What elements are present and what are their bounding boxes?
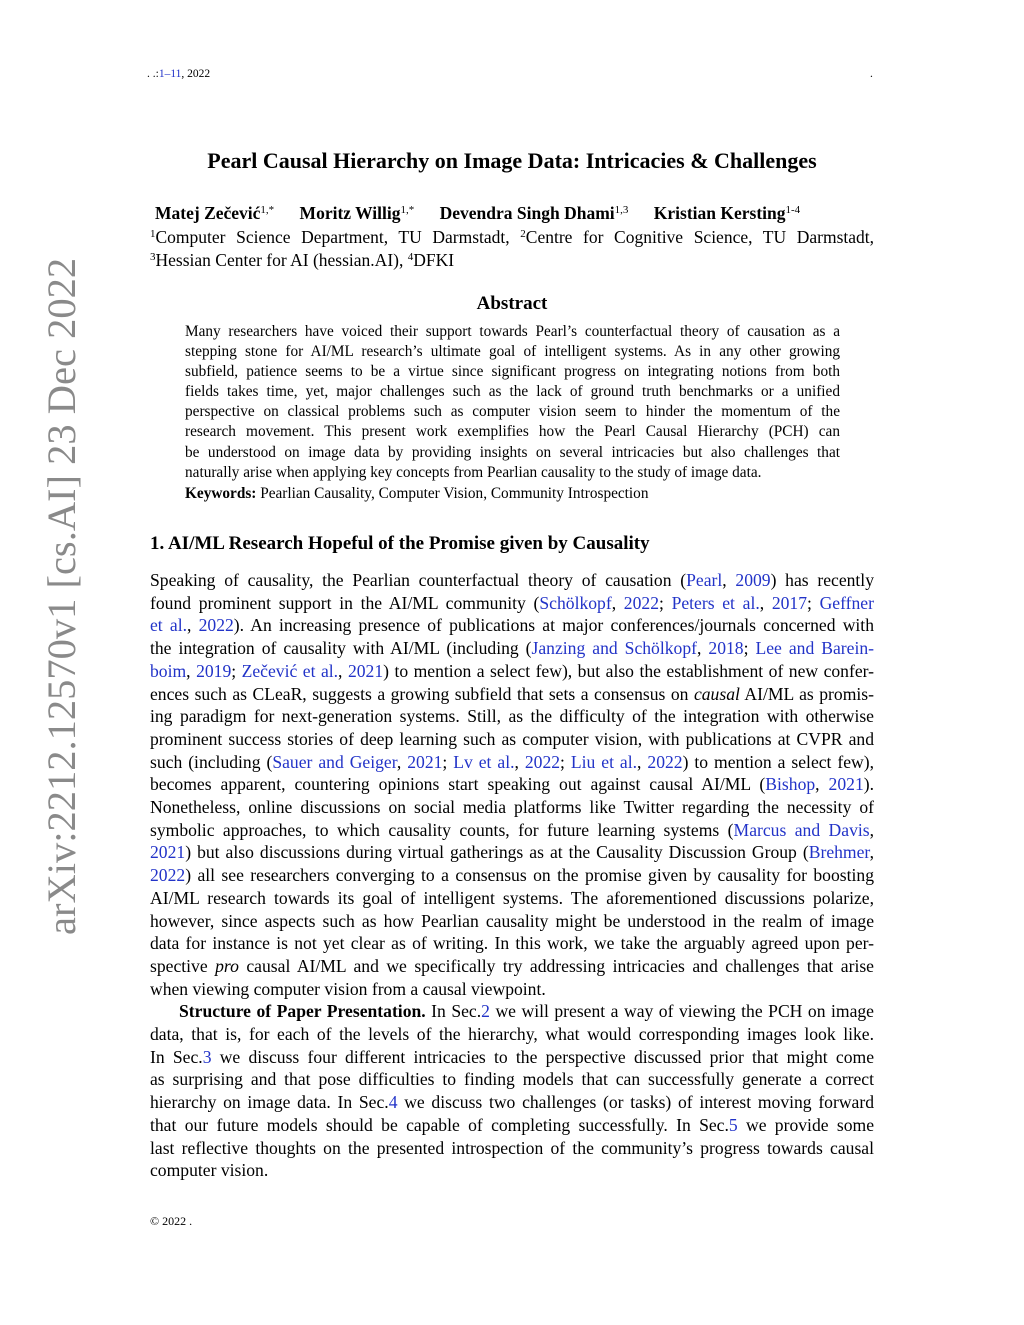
citation-link[interactable]: boim (150, 660, 187, 681)
paragraph-heading: Structure of Paper Presentation. (179, 1001, 426, 1022)
body-line: when viewing computer vision from a causal viewpoint. (150, 978, 546, 999)
citation-link[interactable]: Bishop (765, 774, 816, 795)
author-name: Matej Zečević$^{1,*}$ (155, 203, 275, 223)
section-heading: 1. AI/ML Research Hopeful of the Promise given by Causality (150, 533, 650, 554)
citation-link[interactable]: Sauer and Geiger (272, 751, 397, 772)
citation-link[interactable]: 2018 (708, 638, 744, 659)
body-line: 2021) but also discussions during virtual gatherings as at the Causality Discussion Group (Brehmer, (150, 842, 874, 863)
body-line: prominent success stories of deep learning such as computer vision, with publications at CVPR and (150, 728, 874, 749)
citation-link[interactable]: 2021 (828, 774, 864, 795)
citation-link[interactable]: Zečević et al. (241, 660, 339, 681)
author-name: Moritz Willig$^{1,*}$ (299, 203, 415, 223)
citation-link[interactable]: Lee and Barein- (755, 638, 874, 659)
body-line: 2022) all see researchers converging to a consensus on the promise given by causality for boosting (150, 865, 874, 886)
body-line: AI/ML research towards its goal of intelligent systems. The aforementioned discussions polarize, (150, 887, 874, 908)
header-right-mark: . (870, 68, 873, 80)
author-list (155, 203, 821, 224)
body-line: data for instance is not yet clear as of writing. In this work, we take the arguably agreed upon per- (150, 933, 874, 954)
abstract-line: be understood on image data by providing insights on several intricacies but also challenges that (185, 443, 840, 461)
section-ref-link[interactable]: 5 (728, 1114, 738, 1135)
abstract-line: subfield, patience seems to be a virtue since significant progress on integrating notions from both (185, 363, 840, 381)
body-line: hierarchy on image data. In Sec.4 we discuss two challenges (or tasks) of interest moving forward (150, 1092, 875, 1113)
citation-link[interactable]: 2022 (198, 615, 234, 636)
section-ref-link[interactable]: 4 (388, 1092, 398, 1113)
running-header (147, 68, 210, 80)
section-body (150, 569, 874, 1182)
keywords-label: Keywords: (185, 485, 257, 502)
citation-link[interactable]: Janzing and Schölkopf (531, 638, 697, 659)
affiliation-line-2: $^3$Hessian Center for AI (hessian.AI), $^4$DFKI (150, 250, 455, 270)
author-name: Devendra Singh Dhami$^{1,3}$ (439, 203, 629, 223)
body-line: computer vision. (150, 1160, 269, 1181)
header-year: , 2022 (181, 68, 211, 80)
abstract-line: stepping stone for AI/ML research’s ultimate goal of intelligent systems. As in any other growing (185, 343, 840, 361)
abstract-line: perspective on classical problems such as computer vision seem to hinder the momentum of the (185, 403, 840, 421)
body-line: boim, 2019; Zečević et al., 2021) to mention a select few), but also the establishment of new confer- (150, 660, 875, 681)
body-line: the integration of causality with AI/ML (including (Janzing and Schölkopf, 2018; Lee and Barein- (150, 638, 874, 659)
author-name: Kristian Kersting$^{1-4}$ (653, 203, 801, 223)
abstract-line: Many researchers have voiced their support towards Pearl’s counterfactual theory of causation as a (185, 323, 840, 340)
body-line: ences such as CLeaR, suggests a growing subfield that sets a consensus on causal AI/ML as promis- (150, 683, 874, 704)
body-line: data, that is, for each of the levels of the hierarchy, what would corresponding images look like. (150, 1024, 874, 1045)
keywords-text: Pearlian Causality, Computer Vision, Community Introspection (256, 485, 649, 502)
body-line: ing paradigm for next-generation systems. Still, as the difficulty of the integration with otherwise (150, 706, 874, 727)
body-line: Structure of Paper Presentation. In Sec.2 we will present a way of viewing the PCH on image (179, 1001, 874, 1022)
citation-link[interactable]: Marcus and Davis (733, 819, 870, 840)
abstract-line: naturally arise when applying key concepts from Pearlian causality to the study of image data. (185, 463, 762, 481)
citation-link[interactable]: 2022 (150, 865, 186, 886)
citation-link[interactable]: Peters et al. (671, 592, 760, 613)
abstract-line: research movement. This present work exemplifies how the Pearl Causal Hierarchy (PCH) can (185, 423, 840, 441)
citation-link[interactable]: 2022 (524, 751, 561, 772)
body-line: spective pro causal AI/ML and we specifically try addressing intricacies and challenges that arise (150, 955, 874, 976)
keywords (185, 485, 648, 503)
body-line: as surprising and that pose difficulties to finding models that can successfully generate a correct (150, 1069, 874, 1090)
citation-link[interactable]: 2019 (196, 660, 232, 681)
body-line: however, since aspects such as how Pearlian causality might be understood in the realm of image (150, 910, 874, 931)
citation-link[interactable]: Schölkopf (539, 592, 612, 613)
body-line: Speaking of causality, the Pearlian counterfactual theory of causation (Pearl, 2009) has recently (150, 570, 874, 590)
citation-link[interactable]: et al. (150, 615, 187, 636)
citation-link[interactable]: Pearl (686, 570, 723, 590)
citation-link[interactable]: 2009 (735, 570, 771, 590)
copyright-footer: © 2022 . (150, 1214, 193, 1228)
arxiv-identifier-stamp: arXiv:2212.12570v1 [cs.AI] 23 Dec 2022 (39, 257, 84, 935)
abstract-line: fields takes time, yet, major challenges such as the lack of ground truth benchmarks or a unified (185, 383, 840, 401)
body-line: Nonetheless, online discussions on social media platforms like Twitter regarding the necessity of (150, 797, 874, 818)
citation-link[interactable]: Geffner (819, 592, 874, 613)
section-ref-link[interactable]: 3 (202, 1046, 212, 1067)
body-line: symbolic approaches, to which causality counts, for future learning systems (Marcus and Davis, (150, 819, 875, 840)
citation-link[interactable]: Brehmer (808, 842, 870, 863)
abstract-body (185, 322, 840, 483)
body-line: becomes apparent, countering opinions start speaking out against causal AI/ML (Bishop, 2021). (150, 774, 874, 795)
abstract-heading: Abstract (476, 293, 548, 314)
citation-link[interactable]: 2022 (647, 751, 683, 772)
body-line: et al., 2022). An increasing presence of publications at major conferences/journals concerned with (150, 615, 874, 636)
body-line: last reflective thoughts on the presented introspection of the community’s progress towards causal (150, 1137, 874, 1158)
citation-link[interactable]: Liu et al. (570, 751, 638, 772)
body-line: found prominent support in the AI/ML community (Schölkopf, 2022; Peters et al., 2017; Geffner (150, 592, 874, 613)
citation-link[interactable]: 2017 (771, 592, 808, 613)
body-line: such (including (Sauer and Geiger, 2021; Lv et al., 2022; Liu et al., 2022) to mention a select few), (150, 751, 875, 772)
citation-link[interactable]: 2021 (150, 842, 186, 863)
page-range-link[interactable]: 1–11 (158, 68, 182, 80)
citation-link[interactable]: 2021 (347, 660, 384, 681)
header-prefix: . .: (147, 68, 159, 80)
citation-link[interactable]: Lv et al. (453, 751, 515, 772)
body-line: that our future models should be capable of completing successfully. In Sec.5 we provide some (150, 1114, 875, 1135)
citation-link[interactable]: 2021 (407, 751, 443, 772)
affiliation-line-1: $^1$Computer Science Department, TU Darmstadt, $^2$Centre for Cognitive Science, TU Darmstadt, (150, 227, 875, 247)
section-ref-link[interactable]: 2 (481, 1001, 490, 1022)
body-line: In Sec.3 we discuss four different intricacies to the perspective discussed prior that might come (150, 1046, 874, 1067)
citation-link[interactable]: 2022 (623, 592, 659, 613)
paper-title: Pearl Causal Hierarchy on Image Data: Intricacies & Challenges (207, 148, 817, 173)
